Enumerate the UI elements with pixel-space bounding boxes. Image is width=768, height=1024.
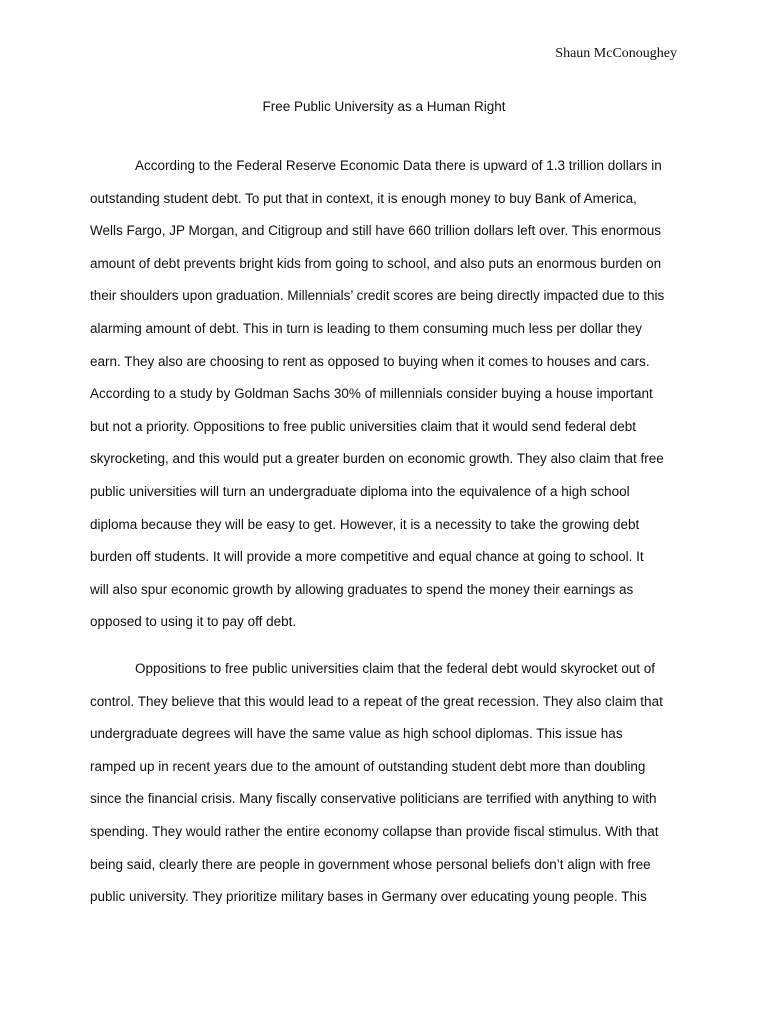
paragraph-line: According to a study by Goldman Sachs 30% of millennials consider buying a house important <box>90 386 653 402</box>
paragraph-line: Oppositions to free public universities claim that the federal debt would skyrocket out of <box>135 661 656 676</box>
paragraph-line: control. They believe that this would lead to a repeat of the great recession. They also claim that <box>90 693 663 709</box>
paragraph-line: spending. They would rather the entire economy collapse than provide fiscal stimulus. With that <box>90 823 659 839</box>
paragraph-line: amount of debt prevents bright kids from going to school, and also puts an enormous burden on <box>90 255 662 271</box>
paragraph-line: will also spur economic growth by allowing graduates to spend the money their earnings as <box>90 581 634 597</box>
paragraph-2 <box>90 653 680 914</box>
paragraph-line: being said, clearly there are people in government whose personal beliefs don’t align with free <box>90 856 651 872</box>
paragraph-line: opposed to using it to pay off debt. <box>90 614 297 630</box>
paragraph-line: their shoulders upon graduation. Millennials’ credit scores are being directly impacted due to this <box>90 288 665 304</box>
paragraph-line: burden off students. It will provide a more competitive and equal chance at going to school. It <box>90 549 644 565</box>
paragraph-line: public universities will turn an undergraduate diploma into the equivalence of a high school <box>90 483 630 499</box>
paragraph-line: ramped up in recent years due to the amount of outstanding student debt more than doubling <box>90 758 646 774</box>
author-name: Shaun McConoughey <box>555 46 677 61</box>
paragraph-line: According to the Federal Reserve Economic Data there is upward of 1.3 trillion dollars in <box>135 158 662 173</box>
paragraph-line: since the financial crisis. Many fiscally conservative politicians are terrified with anything to with <box>90 791 657 807</box>
paragraph-1 <box>90 150 680 639</box>
paragraph-line: undergraduate degrees will have the same value as high school diplomas. This issue has <box>90 726 623 742</box>
paragraph-line: public university. They prioritize military bases in Germany over educating young people. This <box>90 889 647 905</box>
paragraph-line: diploma because they will be easy to get. However, it is a necessity to take the growing debt <box>90 516 640 532</box>
document-title: Free Public University as a Human Right <box>262 99 506 114</box>
paragraph-line: alarming amount of debt. This in turn is leading to them consuming much less per dollar they <box>90 320 643 336</box>
paragraph-line: Wells Fargo, JP Morgan, and Citigroup and still have 660 trillion dollars left over. This enormous <box>90 223 662 239</box>
paragraph-line: earn. They also are choosing to rent as opposed to buying when it comes to houses and cars. <box>90 353 650 369</box>
paragraph-line: outstanding student debt. To put that in context, it is enough money to buy Bank of America, <box>90 190 637 206</box>
paragraph-line: but not a priority. Oppositions to free public universities claim that it would send federal debt <box>90 418 637 434</box>
paragraph-line: skyrocketing, and this would put a greater burden on economic growth. They also claim that free <box>90 451 664 467</box>
